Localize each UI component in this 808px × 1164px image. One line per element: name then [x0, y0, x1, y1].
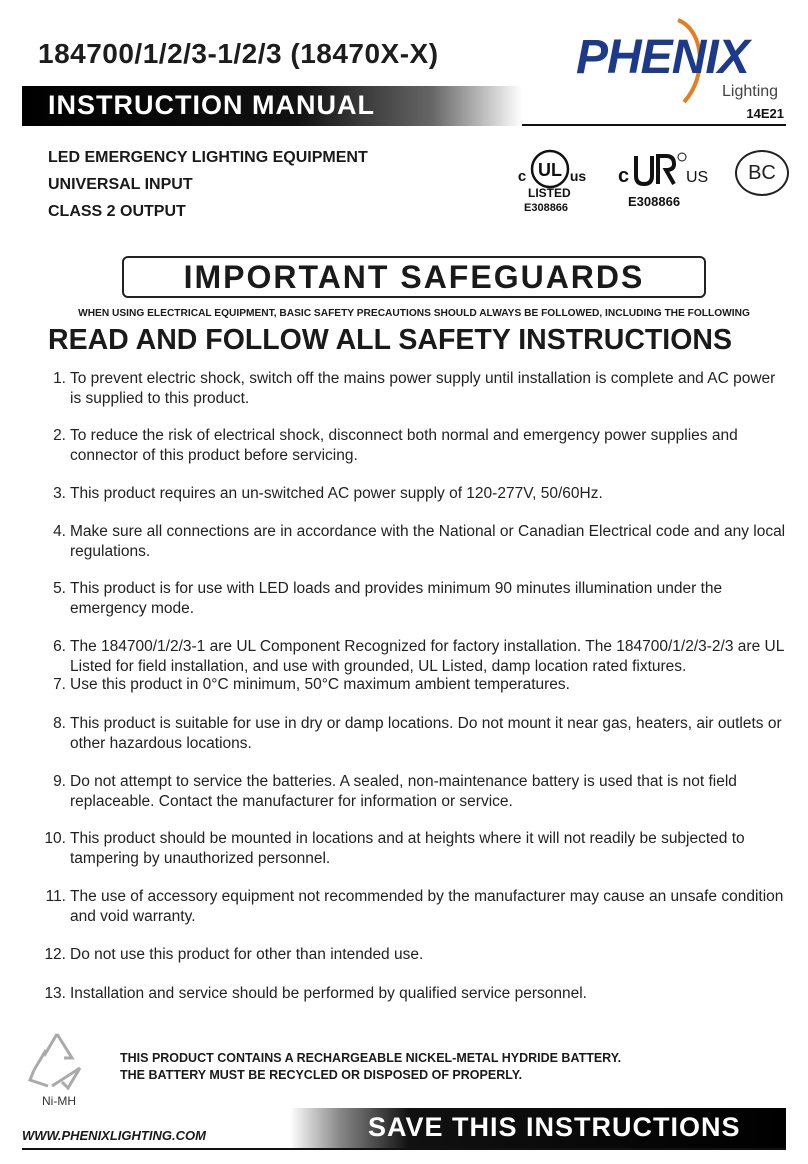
equipment-line: LED EMERGENCY LIGHTING EQUIPMENT: [48, 149, 368, 166]
list-item: 5. This product is for use with LED loads and provides minimum 90 minutes illumination under the emergency mode.: [53, 580, 723, 617]
list-item: 9. Do not attempt to service the batteries. A sealed, non-maintenance battery is used that is not field replaceable. Contact the manufacturer for information or service.: [53, 773, 737, 810]
ul-listed-label: LISTED: [528, 186, 571, 200]
logo-wordmark: PHENIX: [576, 31, 749, 84]
equipment-line: UNIVERSAL INPUT: [48, 176, 193, 193]
ur-c-text: c: [618, 165, 630, 187]
ur-component-mark: [612, 150, 712, 214]
list-item: 2. To reduce the risk of electrical shock, disconnect both normal and emergency power supplies and connector of this product before servicing.: [53, 427, 738, 464]
equipment-description: [48, 144, 368, 225]
recycle-label: Ni-MH: [42, 1094, 76, 1108]
save-instructions-label: SAVE THIS INSTRUCTIONS: [368, 1112, 741, 1142]
list-item: 6. The 184700/1/2/3-1 are UL Component Recognized for factory installation. The 184700/1/2/3-2/3 are UL Listed for field installation, and use with grounded, UL Listed, damp location rated fixtures.: [53, 638, 784, 675]
ul-c-text: c: [517, 168, 527, 185]
ur-mark-icon: [612, 150, 712, 194]
list-item: 10. This product should be mounted in locations and at heights where it will not readily be subjected to tampering by unauthorized personnel.: [44, 830, 745, 867]
list-item: 1. To prevent electric shock, switch off the mains power supply until installation is complete and AC power is supplied to this product.: [53, 370, 776, 407]
website-link[interactable]: WWW.PHENIXLIGHTING.COM: [22, 1128, 206, 1143]
list-item: 13. Installation and service should be performed by qualified service personnel.: [44, 985, 587, 1002]
list-item: 7. Use this product in 0°C minimum, 50°C maximum ambient temperatures.: [53, 676, 570, 693]
ul-file-number: E308866: [524, 202, 569, 214]
footer-divider: [22, 1148, 786, 1150]
model-title: 184700/1/2/3-1/2/3 (18470X-X): [38, 38, 439, 69]
battery-notice-line: THE BATTERY MUST BE RECYCLED OR DISPOSED OF PROPERLY.: [120, 1068, 523, 1082]
list-item: 12. Do not use this product for other than intended use.: [44, 946, 424, 963]
bc-mark: BC: [735, 150, 789, 196]
safeguards-title: IMPORTANT SAFEGUARDS: [183, 259, 645, 295]
ur-file-number: E308866: [628, 194, 681, 209]
list-item: 4. Make sure all connections are in accordance with the National or Canadian Electrical code and any local regulations.: [53, 523, 786, 560]
precautions-note: WHEN USING ELECTRICAL EQUIPMENT, BASIC SAFETY PRECAUTIONS SHOULD ALWAYS BE FOLLOWED, INCLUDING THE FOLLOWING: [78, 308, 750, 319]
battery-notice: [120, 1050, 621, 1084]
list-item: 3. This product requires an un-switched AC power supply of 120-277V, 50/60Hz.: [53, 485, 603, 502]
recycle-icon: [22, 1028, 92, 1092]
list-item: 8. This product is suitable for use in dry or damp locations. Do not mount it near gas, heaters, air outlets or other hazardous locations.: [53, 715, 782, 752]
battery-notice-line: THIS PRODUCT CONTAINS A RECHARGEABLE NICKEL-METAL HYDRIDE BATTERY.: [120, 1051, 622, 1065]
ul-us-text: us: [569, 168, 587, 184]
logo-subtitle: Lighting: [722, 83, 779, 100]
ur-us-text: US: [686, 169, 709, 186]
read-follow-heading: READ AND FOLLOW ALL SAFETY INSTRUCTIONS: [48, 324, 732, 356]
ul-mark-text: UL: [538, 160, 562, 180]
manual-label: INSTRUCTION MANUAL: [48, 90, 375, 120]
list-item: 11. The use of accessory equipment not recommended by the manufacturer may cause an unsafe condition and void warranty.: [45, 888, 784, 925]
equipment-line: CLASS 2 OUTPUT: [48, 203, 186, 220]
phenix-logo: [572, 20, 784, 104]
header-divider: [522, 124, 786, 126]
document-code: 14E21: [746, 106, 784, 121]
ul-listed-mark: [510, 148, 590, 218]
